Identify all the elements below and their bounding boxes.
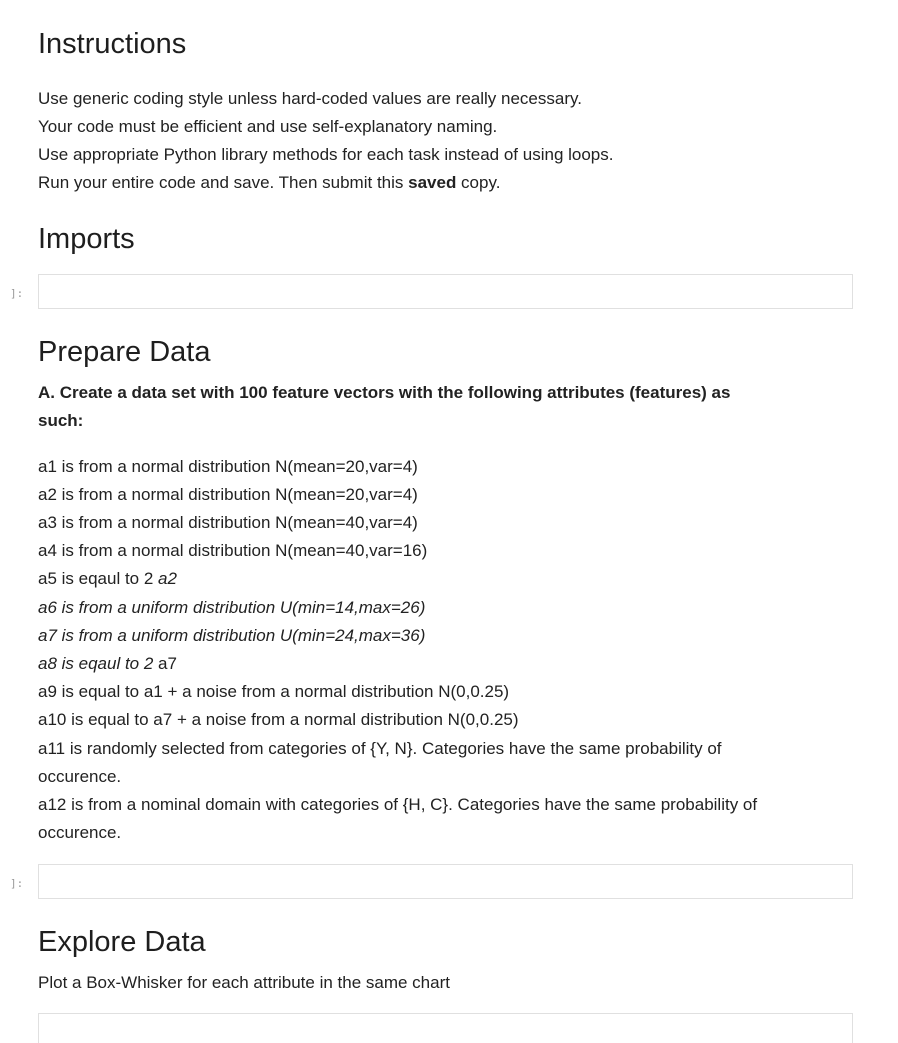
prepare-code-cell[interactable] xyxy=(38,864,853,899)
explore-instruction: Plot a Box-Whisker for each attribute in the same chart xyxy=(38,973,450,992)
attribute-a2: a2 is from a normal distribution N(mean=20,var=4) xyxy=(38,485,418,504)
attribute-a12-line-2: occurence. xyxy=(38,823,122,842)
attribute-a7: a7 is from a uniform distribution U(min=24,max=36) xyxy=(38,626,426,645)
attribute-a5 xyxy=(38,569,177,589)
instruction-line-4 xyxy=(38,173,500,193)
attribute-a10: a10 is equal to a7 + a noise from a normal distribution N(0,0.25) xyxy=(38,710,519,729)
task-a-line-1: A. Create a data set with 100 feature vectors with the following attributes (features) as xyxy=(38,383,731,402)
instruction-line-1: Use generic coding style unless hard-coded values are really necessary. xyxy=(38,89,582,108)
imports-heading: Imports xyxy=(38,223,135,255)
imports-cell-prompt: ]: xyxy=(10,287,24,300)
attribute-a11-line-1: a11 is randomly selected from categories of {Y, N}. Categories have the same probability of xyxy=(38,739,722,758)
instruction-saved-emphasis: saved xyxy=(408,173,457,192)
explore-code-cell[interactable] xyxy=(38,1013,853,1043)
instructions-heading: Instructions xyxy=(38,28,187,60)
instruction-line-4-suffix: copy. xyxy=(456,173,501,192)
attribute-a11-line-2: occurence. xyxy=(38,767,122,786)
instruction-line-3: Use appropriate Python library methods for each task instead of using loops. xyxy=(38,145,614,164)
task-a-line-2: such: xyxy=(38,411,84,430)
prepare-data-heading: Prepare Data xyxy=(38,336,211,368)
attribute-a8-text: a7 xyxy=(153,654,177,673)
attribute-a8 xyxy=(38,654,177,674)
attribute-a6: a6 is from a uniform distribution U(min=14,max=26) xyxy=(38,598,426,617)
imports-code-cell[interactable] xyxy=(38,274,853,309)
prepare-cell-prompt: ]: xyxy=(10,877,24,890)
attribute-a9: a9 is equal to a1 + a noise from a normal distribution N(0,0.25) xyxy=(38,682,510,701)
instruction-line-2: Your code must be efficient and use self-explanatory naming. xyxy=(38,117,498,136)
attribute-a8-italic: a8 is eqaul to 2 xyxy=(38,654,154,673)
attribute-a5-italic: a2 xyxy=(158,569,177,588)
explore-data-heading: Explore Data xyxy=(38,926,206,958)
attribute-a12-line-1: a12 is from a nominal domain with categories of {H, C}. Categories have the same probability of xyxy=(38,795,758,814)
attribute-a3: a3 is from a normal distribution N(mean=40,var=4) xyxy=(38,513,418,532)
attribute-a5-text: a5 is eqaul to 2 xyxy=(38,569,159,588)
instruction-line-4-prefix: Run your entire code and save. Then submit this xyxy=(38,173,409,192)
attribute-a4: a4 is from a normal distribution N(mean=40,var=16) xyxy=(38,541,428,560)
attribute-a1: a1 is from a normal distribution N(mean=20,var=4) xyxy=(38,457,418,476)
